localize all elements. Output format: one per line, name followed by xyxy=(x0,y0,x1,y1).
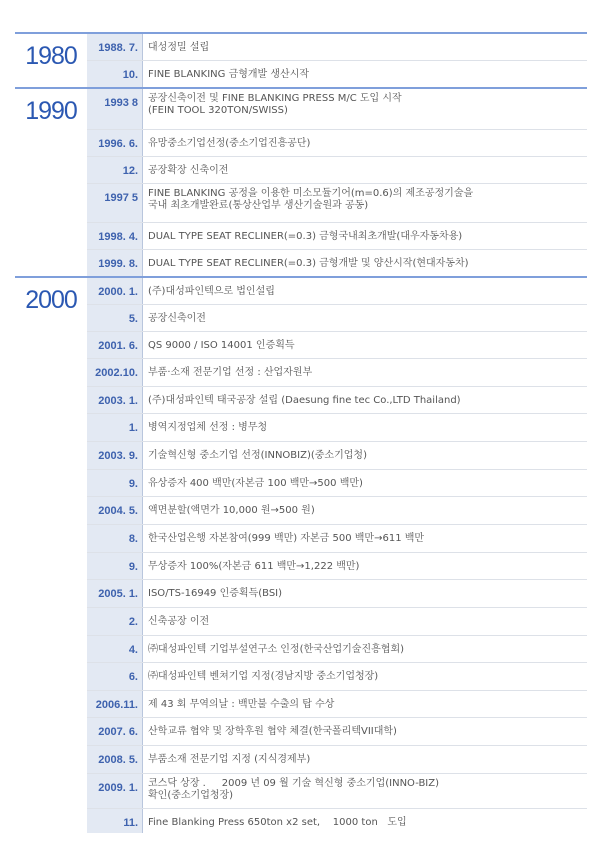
timeline-entry xyxy=(87,470,587,497)
timeline-entry xyxy=(87,223,587,250)
timeline-entry xyxy=(87,636,587,663)
entry-text: 대성정밀 설립 xyxy=(148,42,210,53)
entry-text: DUAL TYPE SEAT RECLINER(=0.3) 금형개발 및 양산시작(현대자동차) xyxy=(148,258,469,269)
entry-list xyxy=(87,278,587,833)
timeline-entry xyxy=(87,663,587,691)
entry-text: 신축공장 이전 xyxy=(148,616,210,627)
entry-date: 2006.11. xyxy=(87,691,143,717)
entry-date: 2001. 6. xyxy=(87,332,143,358)
entry-text: 유망중소기업선정(중소기업진흥공단) xyxy=(148,138,311,149)
timeline-entry xyxy=(87,718,587,746)
timeline-entry xyxy=(87,774,587,809)
entry-date: 2003. 1. xyxy=(87,387,143,413)
timeline-entry xyxy=(87,89,587,130)
timeline-entry xyxy=(87,278,587,305)
timeline-entry xyxy=(87,608,587,636)
entry-text: 액면분할(액면가 10,000 원→500 원) xyxy=(148,505,315,516)
timeline-entry xyxy=(87,359,587,387)
entry-text: (주)대성파인텍 태국공장 설립 (Daesung fine tec Co.,LTD Thailand) xyxy=(148,395,461,406)
entry-date: 1993 8 xyxy=(87,89,143,129)
decade-section-2000 xyxy=(15,276,587,833)
decade-year-label: 1980 xyxy=(25,42,77,70)
entry-text: 기술혁신형 중소기업 선정(INNOBIZ)(중소기업청) xyxy=(148,450,367,461)
timeline-entry xyxy=(87,305,587,332)
entry-text: 공장확장 신축이전 xyxy=(148,165,229,176)
entry-text: ㈜대성파인텍 벤쳐기업 지정(경남지방 중소기업청장) xyxy=(148,671,379,682)
timeline-entry xyxy=(87,34,587,61)
entry-text: FINE BLANKING 공정을 이용한 미소모듈기어(m=0.6)의 제조공정기술을 국내 최초개발완료(통상산업부 생산기술원과 공동) xyxy=(148,188,474,211)
entry-text: 산학교류 협약 및 장학후원 협약 체결(한국폴리텍VII대학) xyxy=(148,726,397,737)
entry-date: 8. xyxy=(87,525,143,552)
entry-date: 2004. 5. xyxy=(87,497,143,524)
entry-text: 코스닥 상장 . 2009 년 09 월 기술 혁신형 중소기업(INNO-BIZ) 확인(중소기업청장) xyxy=(148,778,440,801)
entry-text: 병역지정업체 선정 : 병무청 xyxy=(148,422,268,433)
entry-date: 9. xyxy=(87,470,143,496)
timeline-entry xyxy=(87,332,587,359)
entry-text: 제 43 회 무역의날 : 백만불 수출의 탑 수상 xyxy=(148,699,335,710)
decade-section-1990 xyxy=(15,87,587,276)
entry-date: 12. xyxy=(87,157,143,183)
entry-text: QS 9000 / ISO 14001 인증획득 xyxy=(148,340,295,351)
entry-text: FINE BLANKING 금형개발 생산시작 xyxy=(148,69,310,80)
timeline-entry xyxy=(87,61,587,87)
timeline-entry xyxy=(87,580,587,608)
entry-date: 2. xyxy=(87,608,143,635)
history-timeline xyxy=(15,32,587,833)
decade-section-1980 xyxy=(15,32,587,87)
entry-text: ㈜대성파인텍 기업부설연구소 인정(한국산업기술진흥협회) xyxy=(148,644,404,655)
entry-date: 2009. 1. xyxy=(87,774,143,808)
entry-date: 1. xyxy=(87,414,143,441)
timeline-entry xyxy=(87,250,587,276)
timeline-entry xyxy=(87,130,587,157)
entry-text: 한국산업은행 자본참여(999 백만) 자본금 500 백만→611 백만 xyxy=(148,533,425,544)
entry-date: 2003. 9. xyxy=(87,442,143,469)
entry-date: 2002.10. xyxy=(87,359,143,386)
entry-text: DUAL TYPE SEAT RECLINER(=0.3) 금형국내최초개발(대우자동차용) xyxy=(148,231,463,242)
entry-date: 9. xyxy=(87,553,143,579)
timeline-entry xyxy=(87,414,587,442)
entry-date: 2008. 5. xyxy=(87,746,143,773)
entry-text: 부품소재 전문기업 지정 (지식경제부) xyxy=(148,754,311,765)
entry-text: 부품·소재 전문기업 선정 : 산업자원부 xyxy=(148,367,313,378)
entry-text: (주)대성파인텍으로 법인설립 xyxy=(148,286,275,297)
entry-date: 6. xyxy=(87,663,143,690)
timeline-entry xyxy=(87,525,587,553)
entry-date: 2005. 1. xyxy=(87,580,143,607)
timeline-entry xyxy=(87,157,587,184)
entry-text: 공장신축이전 xyxy=(148,313,206,324)
entry-list xyxy=(87,34,587,87)
entry-date: 1998. 4. xyxy=(87,223,143,249)
entry-date: 2007. 6. xyxy=(87,718,143,745)
entry-text: ISO/TS-16949 인증획득(BSI) xyxy=(148,588,283,599)
timeline-entry xyxy=(87,809,587,833)
timeline-entry xyxy=(87,442,587,470)
entry-date: 4. xyxy=(87,636,143,662)
entry-date: 1996. 6. xyxy=(87,130,143,156)
entry-date: 5. xyxy=(87,305,143,331)
entry-list xyxy=(87,89,587,276)
timeline-entry xyxy=(87,497,587,525)
entry-text: 공장신축이전 및 FINE BLANKING PRESS M/C 도입 시작 (FEIN TOOL 320TON/SWISS) xyxy=(148,93,402,116)
timeline-entry xyxy=(87,184,587,223)
timeline-entry xyxy=(87,387,587,414)
timeline-entry xyxy=(87,746,587,774)
entry-date: 2000. 1. xyxy=(87,278,143,304)
entry-date: 1999. 8. xyxy=(87,250,143,276)
entry-text: Fine Blanking Press 650ton x2 set, 1000 ton 도입 xyxy=(148,817,407,828)
timeline-entry xyxy=(87,553,587,580)
entry-text: 유상증자 400 백만(자본금 100 백만→500 백만) xyxy=(148,478,363,489)
entry-date: 1988. 7. xyxy=(87,34,143,60)
entry-date: 11. xyxy=(87,809,143,833)
decade-year-label: 1990 xyxy=(25,97,77,125)
entry-text: 무상증자 100%(자본금 611 백만→1,222 백만) xyxy=(148,561,360,572)
timeline-entry xyxy=(87,691,587,718)
entry-date: 1997 5 xyxy=(87,184,143,222)
decade-year-label: 2000 xyxy=(25,286,77,314)
entry-date: 10. xyxy=(87,61,143,87)
